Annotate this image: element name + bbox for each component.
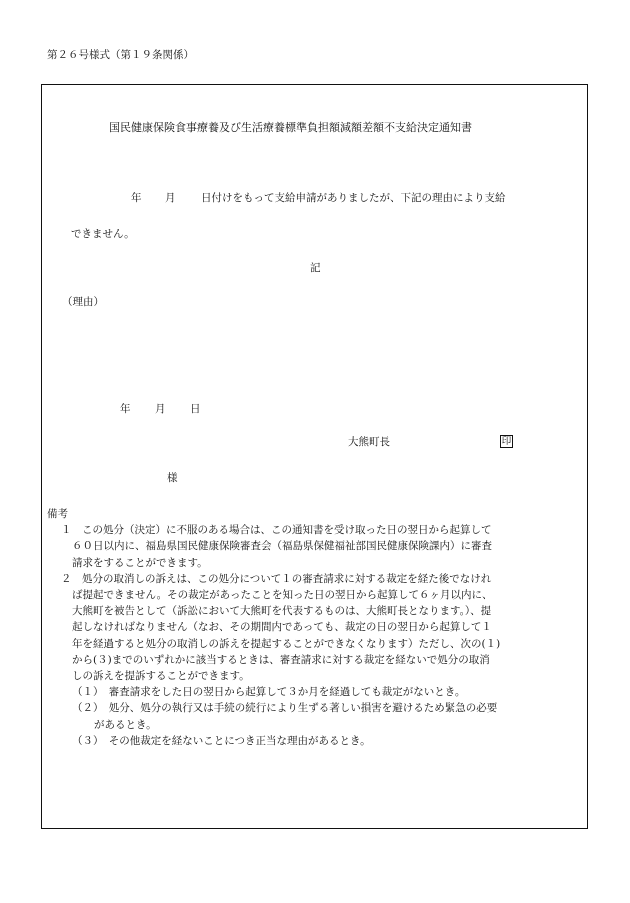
date-year-label: 年 bbox=[120, 403, 131, 415]
note-line: ６０日以内に、福島県国民健康保険審査会（福島県保健福祉部国民健康保険課内）に審査 bbox=[72, 540, 492, 553]
note-line: ２ 処分の取消しの訴えは、この処分について１の審査請求に対する裁定を経た後でなけれ bbox=[61, 572, 492, 585]
ki-heading: 記 bbox=[310, 262, 321, 274]
note-line: 請求をすることができます。 bbox=[72, 556, 208, 569]
note-line: しの訴えを提訴することができます。 bbox=[72, 670, 250, 683]
notes-heading: 備考 bbox=[47, 508, 68, 520]
form-number: 第２６号様式（第１９条関係） bbox=[47, 49, 194, 61]
note-line: １ この処分（決定）に不服のある場合は、この通知書を受け取った日の翌日から起算して bbox=[61, 524, 492, 537]
issuer-name: 大熊町長 bbox=[348, 436, 390, 448]
notes-section bbox=[47, 506, 567, 749]
note-line: （２） 処分、処分の執行又は手続の続行により生ずる著しい損害を避けるため緊急の必要 bbox=[72, 702, 498, 715]
intro-year-label: 年 bbox=[131, 192, 142, 204]
intro-continuation: できません。 bbox=[71, 228, 135, 240]
note-line: （１） 審査請求をした日の翌日から起算して３か月を経過しても裁定がないとき。 bbox=[72, 686, 466, 699]
note-line: （３） その他裁定を経ないことにつき正当な理由があるとき。 bbox=[72, 734, 371, 747]
intro-text: 日付けをもって支給申請がありましたが、下記の理由により支給 bbox=[201, 192, 506, 204]
document-title: 国民健康保険食事療養及び生活療養標準負担額減額差額不支給決定通知書 bbox=[109, 121, 472, 134]
note-line: 起しなければなりません（なお、その期間内であっても、裁定の日の翌日から起算して１ bbox=[72, 621, 492, 634]
intro-month-label: 月 bbox=[165, 192, 176, 204]
reason-label: （理由） bbox=[62, 296, 104, 308]
note-line: から(３)までのいずれかに該当するときは、審査請求に対する裁定を経ないで処分の取消 bbox=[72, 653, 490, 666]
date-month-label: 月 bbox=[155, 403, 166, 415]
recipient-suffix: 様 bbox=[167, 472, 178, 484]
note-line: 年を経過すると処分の取消しの訴えを提起することができなくなります）ただし、次の(１) bbox=[72, 637, 501, 650]
date-day-label: 日 bbox=[190, 403, 201, 415]
seal-mark: 印 bbox=[501, 436, 512, 447]
note-line: があるとき。 bbox=[94, 718, 157, 731]
note-line: ば提起できません。その裁定があったことを知った日の翌日から起算して６ヶ月以内に、 bbox=[72, 589, 493, 602]
note-line: 大熊町を被告として（訴訟において大熊町を代表するものは、大熊町長となります。）、提 bbox=[72, 605, 492, 618]
